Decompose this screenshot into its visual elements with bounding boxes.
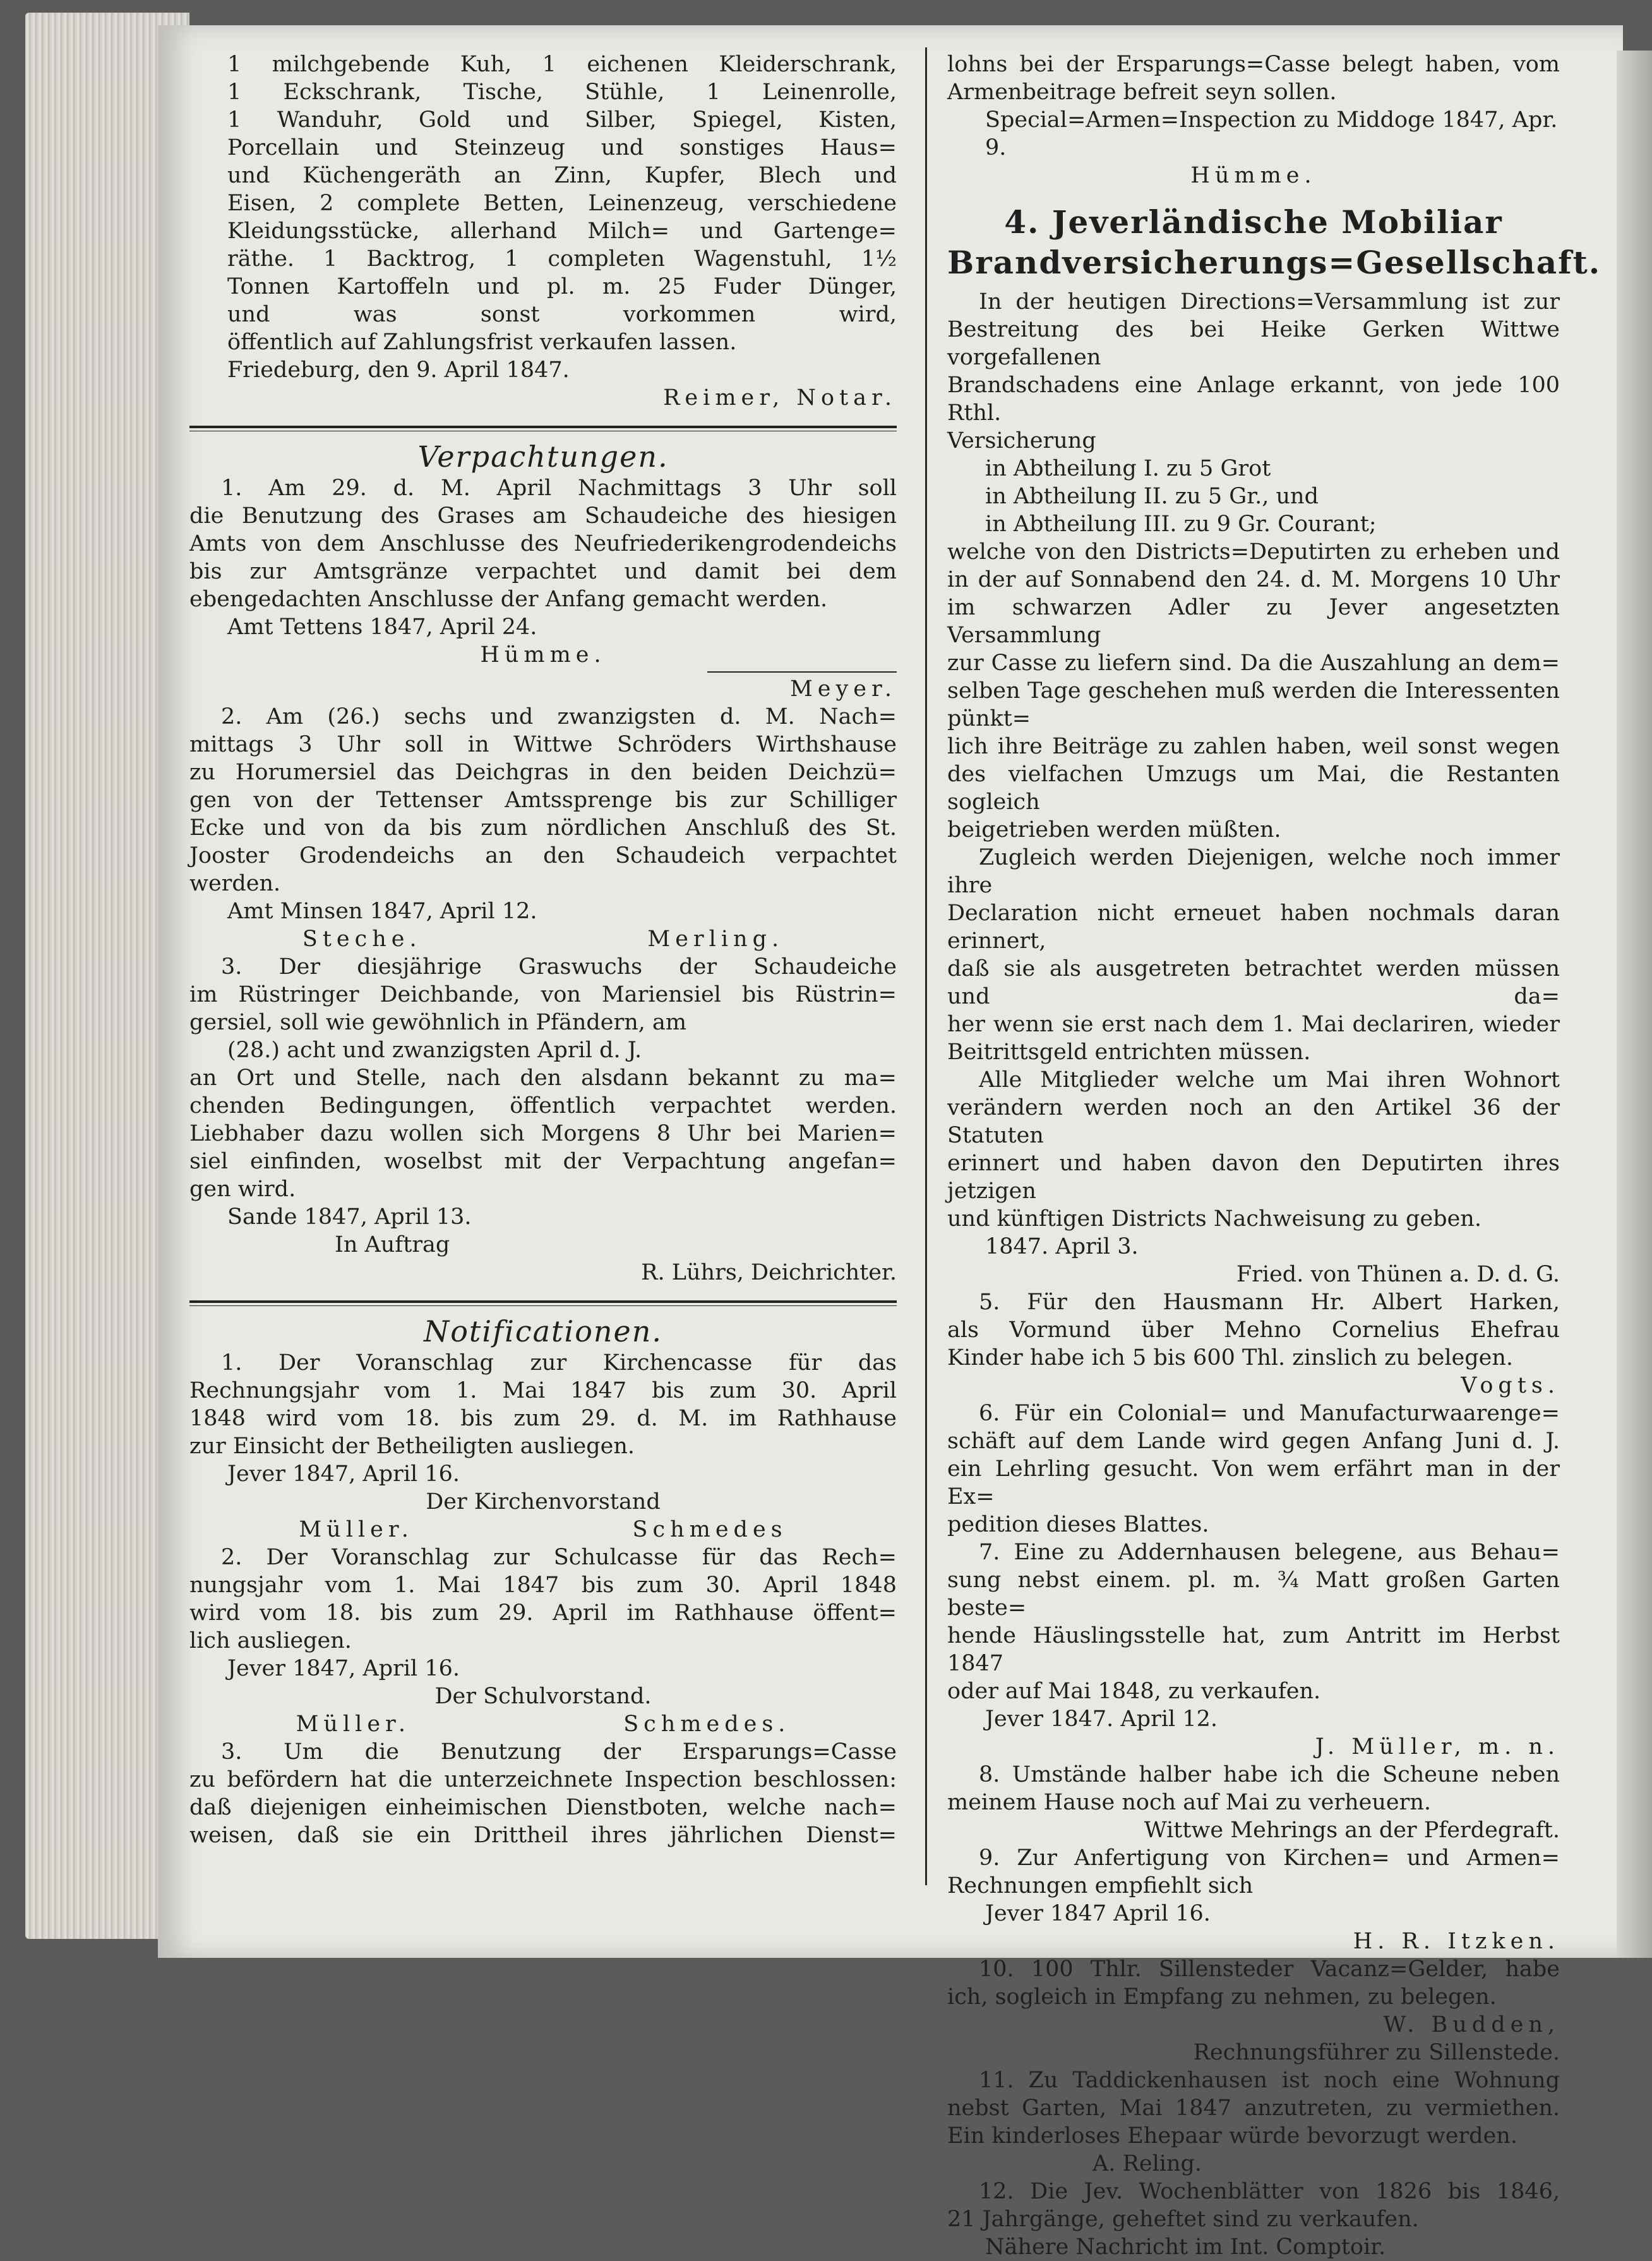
notification-1-last-line: zur Einsicht der Betheiligten ausliegen. <box>189 1434 635 1459</box>
ad-10-last: ich, sogleich in Empfang zu nehmen, zu belegen. <box>947 1984 1497 2010</box>
text-line: Porcellain und Steinzeug und sonstiges Haus= <box>227 135 897 160</box>
text-line: 1 Eckschrank, Tische, Stühle, 1 Leinenrolle, <box>227 80 897 105</box>
text-line: 11. Zu Taddickenhausen ist noch eine Wohnung <box>979 2068 1560 2093</box>
notification-1-date: Jever 1847, April 16. <box>227 1461 460 1487</box>
notification-2 <box>189 1544 897 1738</box>
text-line: mittags 3 Uhr soll in Wittwe Schröders Wirthshause <box>189 732 897 757</box>
text-line: in Abtheilung II. zu 5 Gr., und <box>985 484 1319 509</box>
notification-3-cont-last: Armenbeitrage befreit seyn sollen. <box>947 80 1337 105</box>
notification-2-signatures <box>189 1710 897 1738</box>
ad-9-lines <box>947 1844 1560 1872</box>
text-line: Alle Mitglieder welche um Mai ihren Wohnort <box>979 1067 1560 1093</box>
ad-7-date: Jever 1847. April 12. <box>985 1706 1218 1732</box>
text-line: verändern werden noch an den Artikel 36 der Statuten <box>947 1095 1560 1148</box>
text-line: und Küchengeräth an Zinn, Kupfer, Blech und <box>227 163 897 188</box>
auction-date: Friedeburg, den 9. April 1847. <box>227 357 570 383</box>
section-title-verpachtungen: Verpachtungen. <box>417 440 669 474</box>
lease-1-signature-1: Hümme. <box>480 642 606 668</box>
insurance-lines-4 <box>947 1066 1560 1205</box>
text-line: als Vormund über Mehno Cornelius Ehefrau <box>947 1317 1560 1343</box>
text-line: 1 Wanduhr, Gold und Silber, Spiegel, Kisten, <box>227 107 897 133</box>
text-line: wird vom 18. bis zum 29. April im Rathhause öffent= <box>189 1600 897 1626</box>
ad-11 <box>947 2066 1560 2178</box>
insurance-abteilungen <box>947 455 1560 538</box>
text-line: 1848 wird vom 18. bis zum 29. d. M. im Rathhause <box>189 1406 897 1431</box>
notification-2-org: Der Schulvorstand. <box>434 1684 652 1709</box>
text-line: 5. Für den Hausmann Hr. Albert Harken, <box>979 1290 1560 1315</box>
notification-3-signature: Hümme. <box>1190 163 1317 188</box>
signature-rule <box>707 671 897 673</box>
lease-1-last-line: ebengedachten Anschlusse der Anfang gemacht werden. <box>189 587 828 612</box>
lease-1-date: Amt Tettens 1847, April 24. <box>227 615 537 640</box>
notification-1-signature-a: Müller. <box>299 1517 414 1542</box>
ad-7-lines <box>947 1538 1560 1677</box>
column-divider <box>925 47 927 1885</box>
text-line: welche von den Districts=Deputirten zu erheben und <box>947 539 1560 565</box>
ad-12-note: Nähere Nachricht im Int. Comptoir. <box>985 2234 1386 2260</box>
notification-2-last-line: lich ausliegen. <box>189 1628 352 1653</box>
text-line: 3. Der diesjährige Graswuchs der Schaudeiche <box>221 954 897 980</box>
ad-8-lines <box>947 1761 1560 1789</box>
auction-signature: Reimer, Notar. <box>663 385 897 411</box>
notification-3 <box>189 1738 897 1849</box>
lease-3-date-line: (28.) acht und zwanzigsten April d. J. <box>227 1038 642 1063</box>
text-line: nungsjahr vom 1. Mai 1847 bis zum 30. April 1848 <box>189 1573 897 1598</box>
notification-1-lines <box>189 1349 897 1432</box>
lease-2-lines <box>189 703 897 870</box>
lease-3-signature: R. Lührs, Deichrichter. <box>641 1260 897 1285</box>
text-line: Declaration nicht erneuet haben nochmals daran erinnert, <box>947 901 1560 954</box>
auction-lines <box>189 51 897 328</box>
text-line: Bestreitung des bei Heike Gerken Wittwe vorgefallenen <box>947 317 1560 370</box>
ad-5 <box>947 1288 1560 1400</box>
text-line: daß diejenigen einheimischen Dienstboten, welche nach= <box>189 1795 897 1820</box>
ad-10-lines <box>947 1955 1560 1983</box>
text-line: sung nebst einem. pl. m. ¾ Matt großen Garten beste= <box>947 1568 1560 1621</box>
insurance-date: 1847. April 3. <box>985 1234 1139 1259</box>
text-line: zu Horumersiel das Deichgras in den beiden Deichzü= <box>189 760 897 785</box>
text-line: räthe. 1 Backtrog, 1 completen Wagenstuhl, 1½ <box>227 246 897 272</box>
ad-7-signature: J. Müller, m. n. <box>1315 1734 1560 1760</box>
notification-3-lines <box>189 1738 897 1849</box>
lease-3-date: Sande 1847, April 13. <box>227 1204 472 1230</box>
ad-12 <box>947 2178 1560 2261</box>
notification-3-place: Special=Armen=Inspection zu Middoge 1847, Apr. 9. <box>985 107 1558 160</box>
lease-3-mid-line: gersiel, soll wie gewöhnlich in Pfändern, am <box>189 1010 687 1035</box>
text-line: und was sonst vorkommen wird, <box>227 302 897 327</box>
insurance-versicherung: Versicherung <box>947 428 1096 453</box>
text-line: in Abtheilung III. zu 9 Gr. Courant; <box>985 512 1377 537</box>
text-line: an Ort und Stelle, nach den alsdann bekannt zu ma= <box>189 1065 897 1091</box>
ad-9-date: Jever 1847 April 16. <box>985 1901 1211 1926</box>
text-line: 8. Umstände halber habe ich die Scheune neben <box>979 1762 1560 1787</box>
text-line: 2. Der Voranschlag zur Schulcasse für das Rech= <box>221 1545 897 1570</box>
lease-notice-2 <box>189 703 897 953</box>
text-line: Rechnungsjahr vom 1. Mai 1847 bis zum 30. April <box>189 1378 897 1403</box>
text-line: lohns bei der Ersparungs=Casse belegt haben, vom <box>947 52 1560 77</box>
insurance-title-line-2: Brandversicherungs=Gesellschaft. <box>947 244 1601 281</box>
insurance-title <box>947 202 1601 283</box>
text-line: Kleidungsstücke, allerhand Milch= und Gartenge= <box>227 219 897 244</box>
text-line: Tonnen Kartoffeln und pl. m. 25 Fuder Dünger, <box>227 274 897 299</box>
insurance-lines <box>947 288 1560 427</box>
ad-5-signature: Vogts. <box>1461 1373 1560 1398</box>
lease-3-lines-a <box>189 953 897 1009</box>
text-line: Zugleich werden Diejenigen, welche noch immer ihre <box>947 845 1560 898</box>
lease-1-lines <box>189 474 897 585</box>
text-line: lich ihre Beiträge zu zahlen haben, weil sonst wegen <box>947 734 1560 759</box>
notification-2-lines <box>189 1544 897 1627</box>
text-line: nebst Garten, Mai 1847 anzutreten, zu vermiethen. <box>947 2096 1560 2121</box>
text-line: daß sie als ausgetreten betrachtet werden müssen und da= <box>947 956 1560 1009</box>
ad-7-last: oder auf Mai 1848, zu verkaufen. <box>947 1679 1321 1704</box>
text-line: gen von der Tettenser Amtssprenge bis zur Schilliger <box>189 788 897 813</box>
ad-6-lines <box>947 1400 1560 1511</box>
ad-9-last: Rechnungen empfiehlt sich <box>947 1873 1254 1898</box>
insurance-last-2: beigetrieben werden müßten. <box>947 817 1281 843</box>
ad-8-signature: Wittwe Mehrings an der Pferdegraft. <box>1144 1818 1560 1843</box>
text-line: In der heutigen Directions=Versammlung ist zur <box>979 289 1560 315</box>
notification-1 <box>189 1349 897 1544</box>
ad-11-last: Ein kinderloses Ehepaar würde bevorzugt werden. <box>947 2123 1517 2149</box>
text-line: Amts von dem Anschlusse des Neufriederikengrodendeichs <box>189 531 897 556</box>
text-line: 6. Für ein Colonial= und Manufacturwaarenge= <box>979 1401 1560 1426</box>
text-line: selben Tage geschehen muß werden die Interessenten pünkt= <box>947 678 1560 731</box>
ad-10 <box>947 1955 1560 2066</box>
lease-2-signature-a: Steche. <box>302 927 422 952</box>
text-line: 1. Am 29. d. M. April Nachmittags 3 Uhr soll <box>221 476 897 501</box>
text-line: ein Lehrling gesucht. Von wem erfährt man in der Ex= <box>947 1456 1560 1509</box>
insurance-last-4: und künftigen Districts Nachweisung zu geben. <box>947 1206 1481 1232</box>
text-line: 3. Um die Benutzung der Ersparungs=Casse <box>221 1739 897 1765</box>
insurance-last-3: Beitrittsgeld entrichten müssen. <box>947 1040 1311 1065</box>
text-line: 12. Die Jev. Wochenblätter von 1826 bis 1846, <box>979 2179 1560 2204</box>
text-line: Eisen, 2 complete Betten, Leinenzeug, verschiedene <box>227 191 897 216</box>
lease-2-last-line: werden. <box>189 871 281 896</box>
left-column <box>189 51 897 1849</box>
lease-3-auftrag: In Auftrag <box>335 1232 450 1257</box>
lease-3-lines-b <box>189 1064 897 1175</box>
text-line: 9. Zur Anfertigung von Kirchen= und Armen= <box>979 1845 1560 1871</box>
ad-7 <box>947 1538 1560 1761</box>
section-title-notificationen: Notificationen. <box>423 1314 663 1348</box>
insurance-title-line-1: 4. Jeverländische Mobiliar <box>1004 203 1503 241</box>
ad-10-signature-2: Rechnungsführer zu Sillenstede. <box>1193 2040 1560 2065</box>
ad-11-lines <box>947 2066 1560 2122</box>
text-line: in der auf Sonnabend den 24. d. M. Morgens 10 Uhr <box>947 567 1560 592</box>
notification-1-org: Der Kirchenvorstand <box>426 1489 661 1514</box>
lease-notice-1 <box>189 474 897 703</box>
ad-6 <box>947 1400 1560 1538</box>
text-line: 1. Der Voranschlag zur Kirchencasse für das <box>221 1350 897 1376</box>
ad-6-last: pedition dieses Blattes. <box>947 1512 1209 1537</box>
notification-2-signature-b: Schmedes. <box>623 1712 791 1737</box>
text-line: zur Casse zu liefern sind. Da die Auszahlung an dem= <box>947 651 1560 676</box>
insurance-lines-2 <box>947 538 1560 816</box>
text-line: im Rüstringer Deichbande, von Mariensiel bis Rüstrin= <box>189 982 897 1007</box>
right-page-edge <box>1617 51 1652 1958</box>
lease-1-signature-2: Meyer. <box>789 676 897 702</box>
section-rule <box>189 1300 897 1306</box>
text-line: im schwarzen Adler zu Jever angesetzten Versammlung <box>947 595 1560 648</box>
text-line: her wenn sie erst nach dem 1. Mai declariren, wieder <box>947 1012 1560 1037</box>
ad-9-signature: H. R. Itzken. <box>1353 1929 1560 1954</box>
insurance-signature: Fried. von Thünen a. D. d. G. <box>1236 1262 1560 1287</box>
insurance-notice <box>947 202 1601 1288</box>
lease-3-last-line: gen wird. <box>189 1177 296 1202</box>
text-line: 1 milchgebende Kuh, 1 eichenen Kleiderschrank, <box>227 52 897 77</box>
text-line: Liebhaber dazu wollen sich Morgens 8 Uhr bei Marien= <box>189 1121 897 1146</box>
insurance-lines-3 <box>947 844 1560 1038</box>
section-rule <box>189 426 897 431</box>
notification-2-signature-a: Müller. <box>296 1712 411 1737</box>
ad-5-lines <box>947 1288 1560 1344</box>
right-column <box>947 51 1601 2261</box>
text-line: Ecke und von da bis zum nördlichen Anschluß des St. <box>189 815 897 841</box>
ad-12-lines <box>947 2178 1560 2205</box>
ad-8 <box>947 1761 1560 1844</box>
text-line: hende Häuslingsstelle hat, zum Antritt im Herbst 1847 <box>947 1623 1560 1676</box>
text-line: 10. 100 Thlr. Sillensteder Vacanz=Gelder, habe <box>979 1957 1560 1982</box>
lease-2-signatures <box>189 925 897 953</box>
notification-3-cont-lines <box>947 51 1560 78</box>
text-line: Jooster Grodendeichs an den Schaudeich verpachtet <box>189 843 897 868</box>
text-line: bis zur Amtsgränze verpachtet und damit bei dem <box>189 559 897 584</box>
text-line: siel einfinden, woselbst mit der Verpachtung angefan= <box>189 1149 897 1174</box>
text-line: 2. Am (26.) sechs und zwanzigsten d. M. Nach= <box>221 704 897 729</box>
text-line: schäft auf dem Lande wird gegen Anfang Juni d. J. <box>947 1429 1560 1454</box>
ad-8-last: meinem Hause noch auf Mai zu verheuern. <box>947 1790 1432 1815</box>
notification-2-date: Jever 1847, April 16. <box>227 1656 460 1681</box>
auction-notice <box>189 51 897 412</box>
ad-9 <box>947 1844 1560 1955</box>
text-line: chenden Bedingungen, öffentlich verpachtet werden. <box>189 1093 897 1119</box>
text-line: erinnert und haben davon den Deputirten ihres jetzigen <box>947 1151 1560 1204</box>
ad-11-signature: A. Reling. <box>1092 2151 1202 2176</box>
lease-notice-3 <box>189 953 897 1286</box>
notification-3-continued <box>947 51 1560 189</box>
lease-2-signature-b: Merling. <box>647 927 784 952</box>
text-line: die Benutzung des Grases am Schaudeiche des hiesigen <box>189 503 897 529</box>
notification-1-signatures <box>189 1516 897 1544</box>
ad-12-last: 21 Jahrgänge, geheftet sind zu verkaufen. <box>947 2207 1419 2232</box>
ad-5-last: Kinder habe ich 5 bis 600 Thl. zinslich zu belegen. <box>947 1345 1514 1370</box>
ad-10-signature-1: W. Budden, <box>1383 2012 1560 2037</box>
text-line: Brandschadens eine Anlage erkannt, von jede 100 Rthl. <box>947 373 1560 426</box>
text-line: weisen, daß sie ein Drittheil ihres jährlichen Dienst= <box>189 1823 897 1848</box>
text-line: 7. Eine zu Addernhausen belegene, aus Behau= <box>979 1540 1560 1565</box>
auction-last-line: öffentlich auf Zahlungsfrist verkaufen lassen. <box>227 330 737 355</box>
text-line: in Abtheilung I. zu 5 Grot <box>985 456 1271 481</box>
lease-2-date: Amt Minsen 1847, April 12. <box>227 899 537 924</box>
text-line: des vielfachen Umzugs um Mai, die Restanten sogleich <box>947 762 1560 815</box>
text-line: zu befördern hat die unterzeichnete Inspection beschlossen: <box>189 1767 897 1792</box>
notification-1-signature-b: Schmedes <box>632 1517 787 1542</box>
